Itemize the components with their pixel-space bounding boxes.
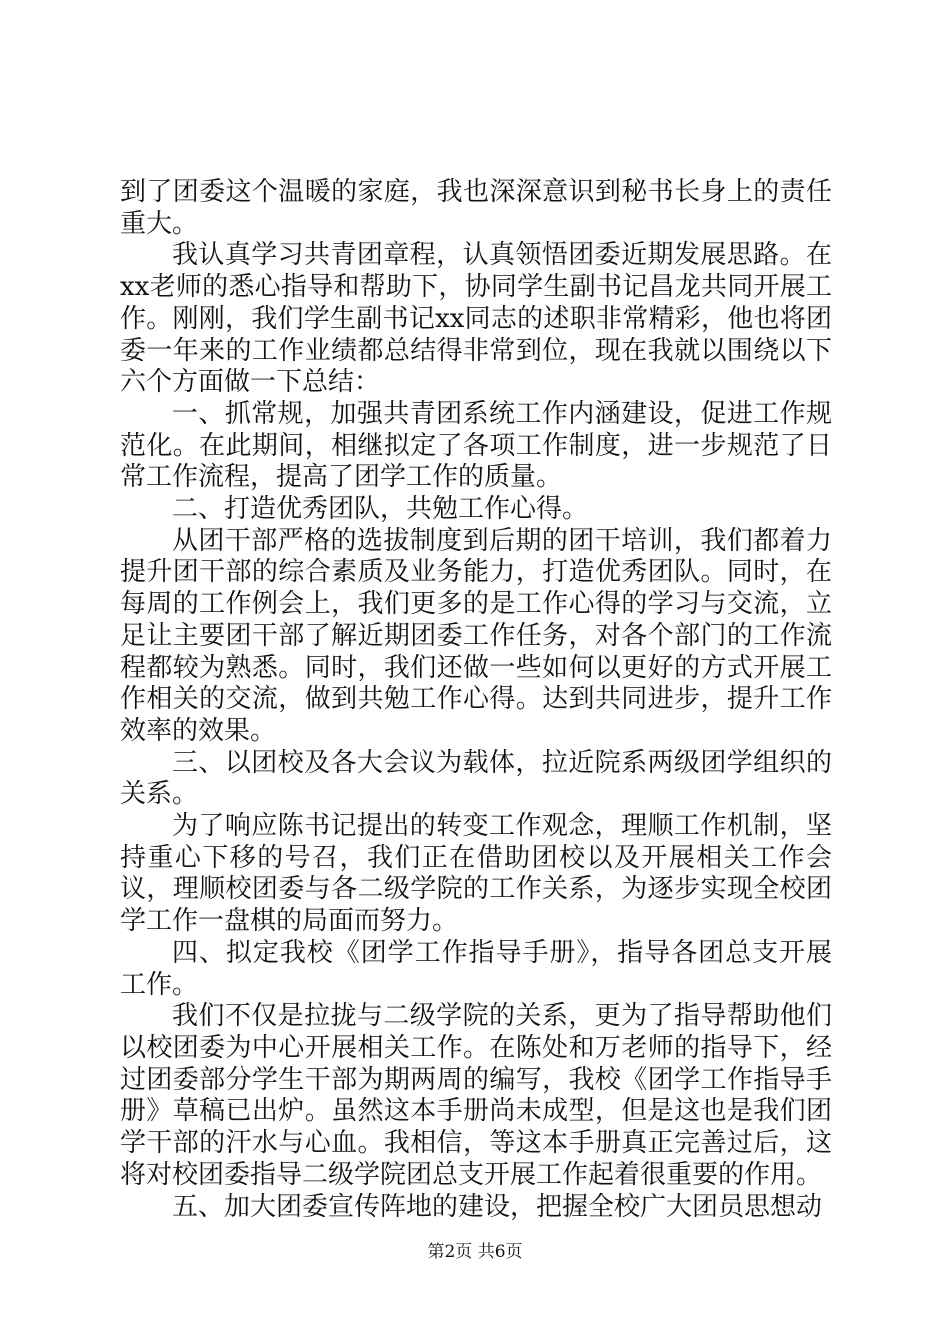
paragraph-4: 二、打造优秀团队，共勉工作心得。 <box>172 494 589 525</box>
paragraph-2: 我认真学习共青团章程，认真领悟团委近期发展思路。在xx老师的悉心指导和帮助下，协同学生副书记昌龙共同开展工作。刚刚，我们学生副书记xx同志的述职非常精彩，他也将团委一年来的工作业绩都总结得非常到位，现在我就以围绕以下六个方面做一下总结： <box>120 240 832 398</box>
paragraph-3: 一、抓常规，加强共青团系统工作内涵建设，促进工作规范化。在此期间，相继拟定了各项工作制度，进一步规范了日常工作流程，提高了团学工作的质量。 <box>120 398 832 493</box>
paragraph-1: 到了团委这个温暖的家庭，我也深深意识到秘书长身上的责任重大。 <box>120 177 832 239</box>
paragraph-10: 五、加大团委宣传阵地的建设，把握全校广大团员思想动 <box>172 1191 823 1222</box>
paragraph-6: 三、以团校及各大会议为载体，拉近院系两级团学组织的关系。 <box>120 747 832 810</box>
paragraph-5: 从团干部严格的选拔制度到后期的团干培训，我们都着力提升团干部的综合素质及业务能力，打造优秀团队。同时，在每周的工作例会上，我们更多的是工作心得的学习与交流，立足让主要团干部了解近期团委工作任务，对各个部门的工作流程都较为熟悉。同时，我们还做一些如何以更好的方式开展工作相关的交流，做到共勉工作心得。达到共同进步，提升工作效率的效果。 <box>120 525 832 746</box>
paragraph-8: 四、拟定我校《团学工作指导手册》，指导各团总支开展工作。 <box>120 937 832 1000</box>
document-body <box>120 177 832 1223</box>
paragraph-7: 为了响应陈书记提出的转变工作观念，理顺工作机制，坚持重心下移的号召，我们正在借助团校以及开展相关工作会议，理顺校团委与各二级学院的工作关系，为逐步实现全校团学工作一盘棋的局面而努力。 <box>120 811 832 937</box>
paragraph-9: 我们不仅是拉拢与二级学院的关系，更为了指导帮助他们以校团委为中心开展相关工作。在陈处和万老师的指导下，经过团委部分学生干部为期两周的编写，我校《团学工作指导手册》草稿已出炉。虽然这本手册尚未成型，但是这也是我们团学干部的汗水与心血。我相信，等这本手册真正完善过后，这将对校团委指导二级学院团总支开展工作起着很重要的作用。 <box>120 1001 832 1190</box>
page-number-footer: 第2页 共6页 <box>427 1242 523 1262</box>
